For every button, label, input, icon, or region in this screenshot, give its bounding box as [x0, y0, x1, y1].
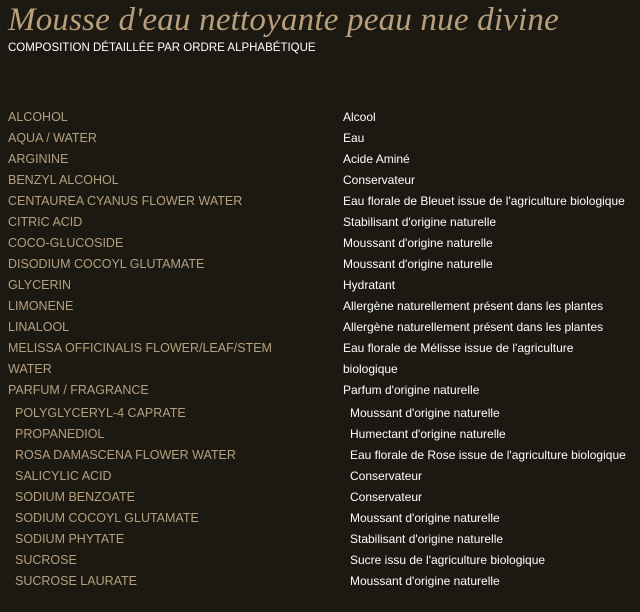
ingredient-row	[0, 425, 640, 446]
ingredient-description: Conservateur	[350, 469, 423, 483]
ingredient-description: Allergène naturellement présent dans les plantes	[343, 320, 604, 334]
ingredient-name: GLYCERIN	[8, 278, 71, 292]
ingredient-name: COCO-GLUCOSIDE	[8, 236, 124, 250]
ingredient-name: LIMONENE	[8, 299, 74, 313]
ingredient-row	[0, 467, 640, 488]
ingredient-name: LINALOOL	[8, 320, 70, 334]
ingredient-description: Parfum d'origine naturelle	[343, 383, 480, 397]
ingredient-description: Conservateur	[350, 490, 423, 504]
ingredient-description: Humectant d'origine naturelle	[350, 427, 506, 441]
ingredient-name: SODIUM BENZOATE	[15, 490, 135, 504]
ingredient-description: Moussant d'origine naturelle	[343, 236, 493, 250]
page-title: Mousse d'eau nettoyante peau nue divine	[8, 2, 559, 38]
ingredient-description: Moussant d'origine naturelle	[350, 574, 500, 588]
ingredient-name: BENZYL ALCOHOL	[8, 173, 119, 187]
ingredient-row	[0, 255, 640, 276]
ingredient-name: CENTAUREA CYANUS FLOWER WATER	[8, 194, 243, 208]
ingredient-name: SODIUM COCOYL GLUTAMATE	[15, 511, 199, 525]
ingredient-row	[0, 404, 640, 425]
ingredient-row	[0, 192, 640, 213]
ingredient-row	[0, 509, 640, 530]
ingredient-description: Moussant d'origine naturelle	[350, 406, 500, 420]
ingredient-row	[0, 171, 640, 192]
ingredient-name: POLYGLYCERYL-4 CAPRATE	[15, 406, 186, 420]
ingredient-name: PARFUM / FRAGRANCE	[8, 383, 149, 397]
ingredient-row	[0, 360, 640, 381]
page-subtitle: COMPOSITION DÉTAILLÉE PAR ORDRE ALPHABÉTIQUE	[8, 42, 316, 54]
ingredient-description: biologique	[343, 362, 398, 376]
ingredient-description: Stabilisant d'origine naturelle	[350, 532, 504, 546]
ingredient-description: Hydratant	[343, 278, 396, 292]
ingredient-name: WATER	[8, 362, 52, 376]
ingredient-row	[0, 488, 640, 509]
ingredient-description: Sucre issu de l'agriculture biologique	[350, 553, 546, 567]
ingredient-row	[0, 572, 640, 593]
ingredient-row	[0, 381, 640, 402]
ingredient-description: Eau florale de Bleuet issue de l'agriculture biologique	[343, 194, 625, 208]
ingredient-name: CITRIC ACID	[8, 215, 83, 229]
ingredient-row	[0, 446, 640, 467]
ingredient-name: ROSA DAMASCENA FLOWER WATER	[15, 448, 236, 462]
ingredient-name: SALICYLIC ACID	[15, 469, 112, 483]
ingredient-row	[0, 108, 640, 129]
ingredient-description: Eau	[343, 131, 365, 145]
ingredient-row	[0, 551, 640, 572]
ingredient-description: Eau florale de Rose issue de l'agriculture biologique	[350, 448, 626, 462]
ingredient-name: ALCOHOL	[8, 110, 68, 124]
ingredient-row	[0, 339, 640, 360]
ingredient-description: Alcool	[343, 110, 376, 124]
ingredient-row	[0, 234, 640, 255]
ingredient-name: ARGININE	[8, 152, 69, 166]
ingredient-description: Eau florale de Mélisse issue de l'agriculture	[343, 341, 574, 355]
ingredient-description: Moussant d'origine naturelle	[350, 511, 500, 525]
ingredient-name: MELISSA OFFICINALIS FLOWER/LEAF/STEM	[8, 341, 272, 355]
ingredient-name: AQUA / WATER	[8, 131, 97, 145]
ingredient-row	[0, 150, 640, 171]
ingredient-name: SODIUM PHYTATE	[15, 532, 125, 546]
ingredient-description: Conservateur	[343, 173, 416, 187]
ingredient-description: Stabilisant d'origine naturelle	[343, 215, 497, 229]
ingredient-row	[0, 318, 640, 339]
ingredient-name: DISODIUM COCOYL GLUTAMATE	[8, 257, 205, 271]
ingredient-name: PROPANEDIOL	[15, 427, 105, 441]
ingredient-row	[0, 276, 640, 297]
ingredient-name: SUCROSE	[15, 553, 77, 567]
ingredient-row	[0, 129, 640, 150]
ingredient-row	[0, 213, 640, 234]
ingredient-description: Moussant d'origine naturelle	[343, 257, 493, 271]
ingredient-row	[0, 297, 640, 318]
ingredient-description: Allergène naturellement présent dans les plantes	[343, 299, 604, 313]
ingredient-description: Acide Aminé	[343, 152, 410, 166]
ingredient-row	[0, 530, 640, 551]
ingredient-name: SUCROSE LAURATE	[15, 574, 138, 588]
